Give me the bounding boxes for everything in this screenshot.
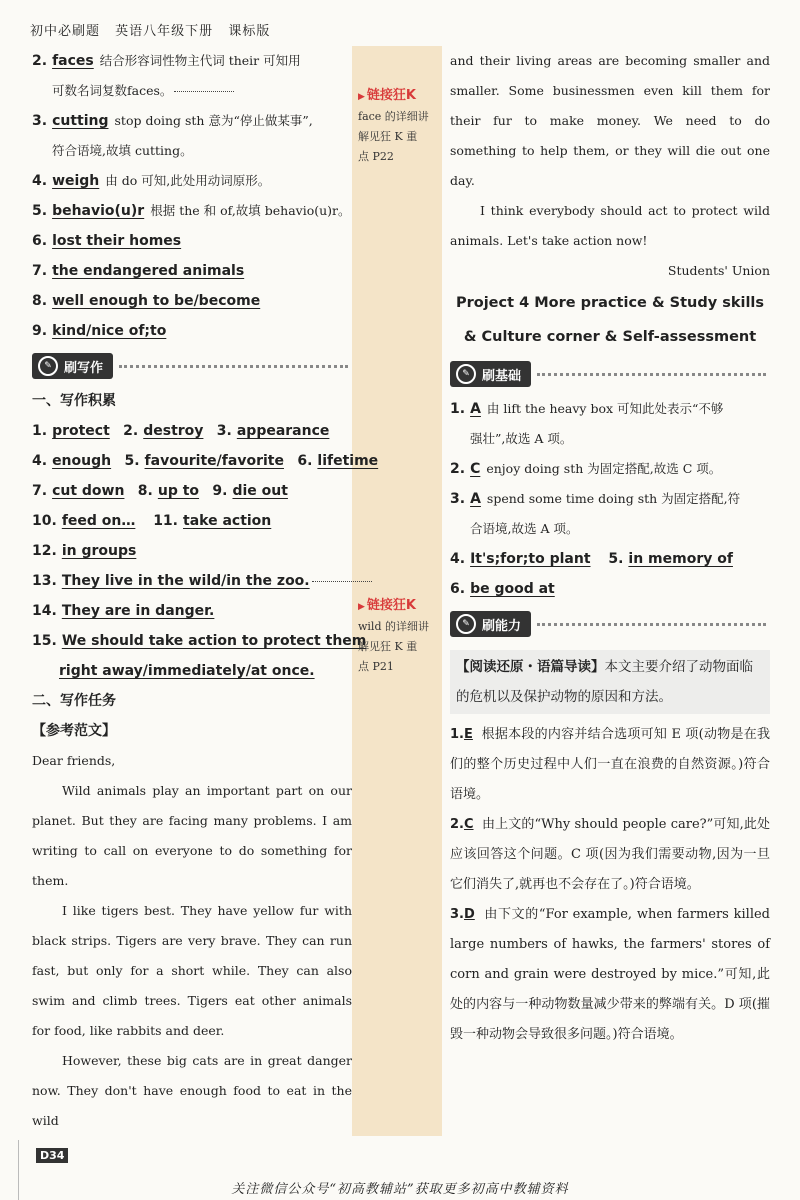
essay-paragraph: However, these big cats are in great danger now. They don't have enough food to eat in the wild	[32, 1053, 352, 1128]
writing-sub2: 二、写作任务	[32, 693, 116, 709]
right-column	[450, 46, 770, 1050]
section-basic-bar	[450, 354, 770, 394]
answer-continuation: 符合语境,故填 cutting。	[52, 143, 193, 158]
answer-continuation: 可数名词复数faces。	[32, 76, 352, 106]
project-title: Project 4 More practice & Study skills & Culture corner & Self-assessment	[455, 295, 765, 345]
section-ability-bar	[450, 604, 770, 644]
answer-item: 9. kind/nice of;to	[32, 323, 167, 339]
answer-row: 13. They live in the wild/in the zoo.	[32, 566, 352, 596]
answer-row: 12. in groups	[32, 543, 137, 559]
brush-icon: ✎	[38, 356, 58, 376]
answer-continuation: 合语境,故选 A 项。	[470, 521, 579, 536]
answer-row: 10. feed on… 11. take action	[32, 513, 272, 529]
answer-item: 5. behavio(u)r 根据 the 和 of,故填 behavio(u)r。	[32, 203, 351, 219]
section-badge: ✎ 刷能力	[450, 611, 531, 637]
link-label[interactable]: ▶ 链接狂K	[358, 596, 442, 617]
essay-continuation: and their living areas are becoming smaller and smaller. Some businessmen even kill them for their fur to make money. We need to do something to help them, or they will die out one day.	[450, 53, 770, 188]
dotted-rule	[119, 365, 348, 368]
answer-item: 3. A spend some time doing sth 为固定搭配,符	[450, 491, 741, 507]
left-column	[32, 46, 379, 1136]
essay-paragraph: I like tigers best. They have yellow fur with black strips. Tigers are very brave. They can run fast, but only for a short while. They can also swim and climb trees. Tigers eat other animals for food, like rabbits and deer.	[32, 903, 352, 1038]
answer-row: 14. They are in danger.	[32, 603, 215, 619]
answer-row: 1. protect 2. destroy 3. appearance	[32, 423, 330, 439]
writing-sub1: 一、写作积累	[32, 393, 116, 409]
answer-item: 3. cutting stop doing sth 意为“停止做某事”,	[32, 113, 313, 129]
answer-item: 2. faces 结合形容词性物主代词 their 可知用	[32, 53, 301, 69]
brush-icon: ✎	[456, 364, 476, 384]
series-title: 初中必刷题	[30, 24, 101, 39]
book-title: 英语八年级下册	[115, 24, 214, 39]
writing-answers	[32, 416, 379, 686]
link-label[interactable]: ▶ 链接狂K	[358, 86, 442, 107]
page-footer: 关注微信公众号“初高教辅站”获取更多初高中教辅资料	[231, 1182, 569, 1197]
sidenote-wild: ▶ 链接狂K wild 的详细讲 解见狂 K 重 点 P21	[358, 596, 442, 677]
dotted-rule	[537, 623, 766, 626]
essay-paragraph: Wild animals play an important part on our planet. But they are facing many problems. I am writing to call on everyone to do something for them.	[32, 783, 352, 888]
page-number: D34	[36, 1148, 68, 1163]
answer-continuation: 强壮”,故选 A 项。	[470, 431, 573, 446]
page-header	[30, 20, 270, 39]
answer-item: 8. well enough to be/become	[32, 293, 261, 309]
essay-signature: Students' Union	[667, 263, 770, 278]
answer-row: 7. cut down 8. up to 9. die out	[32, 483, 288, 499]
answer-item: 2. C enjoy doing sth 为固定搭配,故选 C 项。	[450, 461, 722, 477]
answer-item: 6. be good at	[450, 581, 555, 597]
sidenote-face: ▶ 链接狂K face 的详细讲 解见狂 K 重 点 P22	[358, 86, 442, 167]
edition-label: 课标版	[228, 24, 271, 39]
answer-item: 7. the endangered animals	[32, 263, 245, 279]
answer-continuation: right away/immediately/at once.	[59, 663, 315, 679]
answer-item: 6. lost their homes	[32, 233, 182, 249]
ability-answer: 1.E 根据本段的内容并结合选项可知 E 项(动物是在我们的整个历史过程中人们一直在浪费的自然资源。)符合语境。	[450, 727, 771, 802]
ability-answer: 3.D 由下文的“For example, when farmers killed large numbers of hawks, the farmers' stores of corn and grain were destroyed by mice.”可知,此处的内容与一种动物数量减少带来的弊端有关。D 项(摧毁一种动物会导致很多问题。)符合语境。	[450, 907, 770, 1042]
answer-row: 15. We should take action to protect them	[32, 633, 367, 649]
brush-icon: ✎	[456, 614, 476, 634]
model-essay-label: 【参考范文】	[32, 723, 116, 739]
essay-paragraph: I think everybody should act to protect wild animals. Let's take action now!	[450, 203, 770, 248]
section-badge: ✎ 刷基础	[450, 361, 531, 387]
margin-strip	[352, 46, 442, 1136]
answer-row: 4. It's;for;to plant 5. in memory of	[450, 551, 733, 567]
answer-row: 4. enough 5. favourite/favorite 6. lifetime	[32, 453, 379, 469]
reading-guide: 【阅读还原・语篇导读】本文主要介绍了动物面临的危机以及保护动物的原因和方法。	[450, 650, 770, 714]
ability-answer: 2.C 由上文的“Why should people care?”可知,此处应该回答这个问题。C 项(因为我们需要动物,因为一旦它们消失了,就再也不会存在了。)符合语境。	[450, 817, 771, 892]
section-writing-bar	[32, 346, 352, 386]
answer-item: 1. A 由 lift the heavy box 可知此处表示“不够	[450, 401, 724, 417]
dotted-rule	[537, 373, 766, 376]
section-badge: ✎ 刷写作	[32, 353, 113, 379]
essay-greeting: Dear friends,	[32, 753, 116, 768]
answers-top	[32, 46, 352, 346]
answer-item: 4. weigh 由 do 可知,此处用动词原形。	[32, 173, 271, 189]
